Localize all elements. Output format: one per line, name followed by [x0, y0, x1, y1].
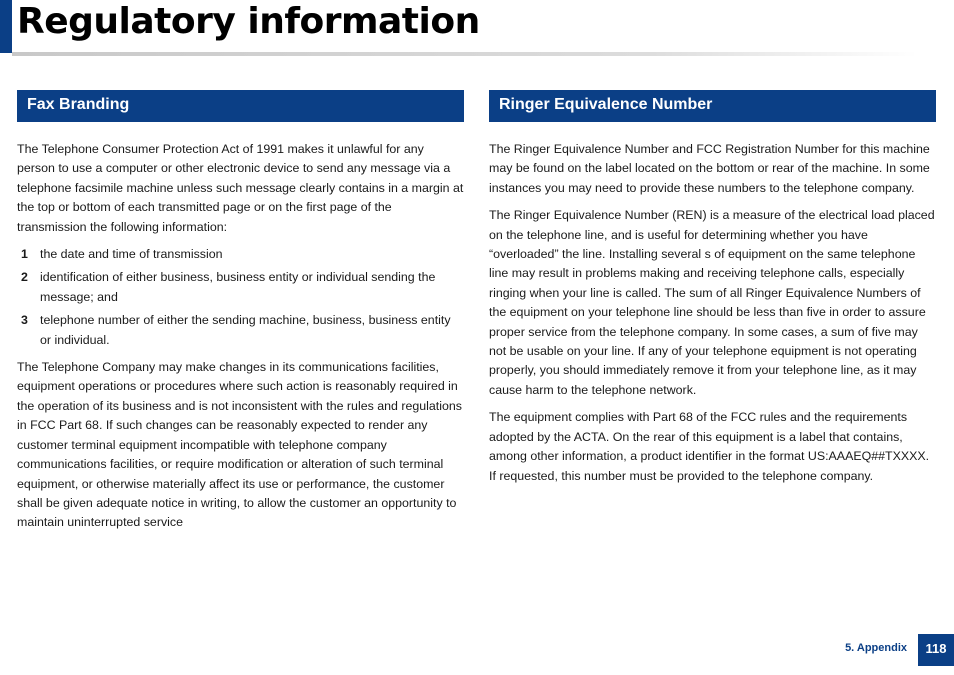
title-accent-bar	[0, 0, 12, 53]
list-item-number: 3	[21, 313, 28, 328]
ringer-equivalence-content	[489, 140, 936, 486]
ringer-paragraph: The Ringer Equivalence Number (REN) is a measure of the electrical load placed on the telephone line, and is useful for determining whether you have “overloaded” the line. Installing several s of equipment on the same telephone line may result in problems making and receiving telephone calls, especially ringing when your line is called. The sum of all Ringer Equivalence Numbers of the equipment on your telephone line should be less than five in order to assure proper service from the telephone company. In some cases, a sum of five may not be usable on your line. If any of your telephone equipment is not operating properly, you should immediately remove it from your telephone line, as it may cause harm to the telephone network.	[489, 208, 935, 397]
page-title: Regulatory information	[17, 1, 480, 42]
list-item-number: 2	[21, 270, 28, 285]
list-item	[17, 245, 464, 264]
list-item-text: identification of either business, business entity or individual sending the message; and	[40, 270, 436, 304]
fax-branding-header: Fax Branding	[17, 90, 464, 122]
list-item-text: the date and time of transmission	[40, 247, 223, 262]
list-item-number: 1	[21, 247, 28, 262]
title-divider	[12, 52, 917, 56]
list-item-text: telephone number of either the sending machine, business, business entity or individual.	[40, 313, 451, 347]
fax-branding-section	[17, 90, 464, 541]
list-item	[17, 268, 464, 307]
page-number-badge: 118	[918, 634, 954, 666]
fax-branding-content	[17, 140, 464, 533]
fax-branding-list	[17, 245, 464, 350]
list-item	[17, 311, 464, 350]
fax-branding-closing: The Telephone Company may make changes in its communications facilities, equipment operations or procedures where such action is reasonably required in the operation of its business and is not inconsistent with the rules and regulations in FCC Part 68. If such changes can be reasonably expected to render any customer terminal equipment incompatible with telephone company communications facilities, or require modification or alteration of such terminal equipment, or otherwise materially affect its use or performance, the customer shall be given adequate notice in writing, to allow the customer an opportunity to maintain uninterrupted service	[17, 360, 462, 530]
ringer-equivalence-section	[489, 90, 936, 494]
ringer-paragraph: The equipment complies with Part 68 of the FCC rules and the requirements adopted by the ACTA. On the rear of this equipment is a label that contains, among other information, a product identifier in the format US:AAAEQ##TXXXX. If requested, this number must be provided to the telephone company.	[489, 410, 930, 483]
ringer-paragraph: The Ringer Equivalence Number and FCC Registration Number for this machine may be found on the label located on the bottom or rear of the machine. In some instances you may need to provide these numbers to the telephone company.	[489, 142, 930, 195]
fax-branding-intro: The Telephone Consumer Protection Act of 1991 makes it unlawful for any person to use a computer or other electronic device to send any message via a telephone facsimile machine unless such message clearly contains in a margin at the top or bottom of each transmitted page or on the first page of the transmission the following information:	[17, 142, 464, 234]
ringer-equivalence-header: Ringer Equivalence Number	[489, 90, 936, 122]
footer-chapter-label: 5. Appendix	[845, 642, 907, 654]
